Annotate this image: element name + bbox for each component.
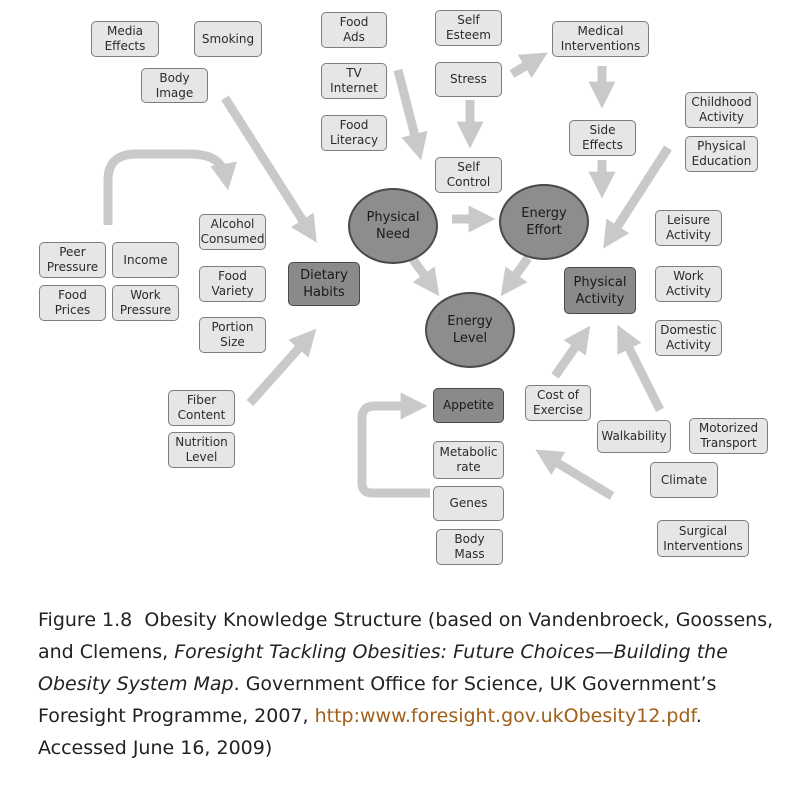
arrow-genes-loop: [362, 406, 430, 493]
cost-of-exercise-box: Cost of Exercise: [525, 385, 591, 421]
side-effects-box: Side Effects: [569, 120, 636, 156]
tv-internet-box: TV Internet: [321, 63, 387, 99]
physical-education-box: Physical Education: [685, 136, 758, 172]
arrow-stress-to-medical: [512, 59, 537, 74]
figure-caption: [38, 604, 778, 764]
media-effects-box: Media Effects: [91, 21, 159, 57]
food-variety-box: Food Variety: [199, 266, 266, 302]
income-box: Income: [112, 242, 179, 278]
leisure-activity-box: Leisure Activity: [655, 210, 722, 246]
metabolic-rate-box: Metabolic rate: [433, 441, 504, 479]
stress-box: Stress: [435, 62, 502, 97]
walkability-box: Walkability: [597, 420, 671, 453]
peer-pressure-box: Peer Pressure: [39, 242, 106, 278]
genes-box: Genes: [433, 486, 504, 521]
self-control-box: Self Control: [435, 157, 502, 193]
caption-text-1: Obesity Knowledge Structure (based on Vandenbroeck, Goossens, and Clemens,: [38, 609, 774, 663]
self-esteem-box: Self Esteem: [435, 10, 502, 46]
arrow-effort-to-level: [508, 258, 528, 286]
arrow-ads-to-self-control: [398, 70, 418, 148]
medical-interventions-box: Medical Interventions: [552, 21, 649, 57]
physical-need-circle: Physical Need: [348, 188, 438, 264]
arrow-need-to-level: [412, 258, 432, 286]
caption-url-link[interactable]: http:www.foresight.gov.ukObesity12.pdf: [314, 705, 696, 727]
food-literacy-box: Food Literacy: [321, 115, 387, 151]
caption-text-3: . Accessed June 16, 2009): [38, 705, 702, 759]
food-ads-box: Food Ads: [321, 12, 387, 48]
physical-activity-box: Physical Activity: [564, 267, 636, 314]
energy-level-circle: Energy Level: [425, 292, 515, 368]
childhood-activity-box: Childhood Activity: [685, 92, 758, 128]
caption-text-2: . Government Office for Science, UK Government’s Foresight Programme, 2007,: [38, 673, 717, 727]
smoking-box: Smoking: [194, 21, 262, 57]
motorized-transport-box: Motorized Transport: [689, 418, 768, 454]
alcohol-consumed-box: Alcohol Consumed: [199, 214, 266, 250]
arrow-body-image-to-dietary: [225, 98, 310, 232]
appetite-box: Appetite: [433, 388, 504, 423]
domestic-activity-box: Domestic Activity: [655, 320, 722, 356]
work-activity-box: Work Activity: [655, 266, 722, 302]
surgical-interventions-box: Surgical Interventions: [657, 520, 749, 557]
caption-label: Figure 1.8: [38, 609, 133, 631]
caption-title: Foresight Tackling Obesities: Future Choices—Building the Obesity System Map: [38, 641, 728, 695]
dietary-habits-box: Dietary Habits: [288, 262, 360, 306]
arrow-surgical-to-metabolic: [546, 456, 612, 496]
climate-box: Climate: [650, 462, 718, 498]
energy-effort-circle: Energy Effort: [499, 184, 589, 260]
portion-size-box: Portion Size: [199, 317, 266, 353]
body-mass-box: Body Mass: [436, 529, 503, 565]
food-prices-box: Food Prices: [39, 285, 106, 321]
nutrition-level-box: Nutrition Level: [168, 432, 235, 468]
body-image-box: Body Image: [141, 68, 208, 103]
work-pressure-box: Work Pressure: [112, 285, 179, 321]
arrow-cost-to-activity: [555, 336, 583, 376]
fiber-content-box: Fiber Content: [168, 390, 235, 426]
